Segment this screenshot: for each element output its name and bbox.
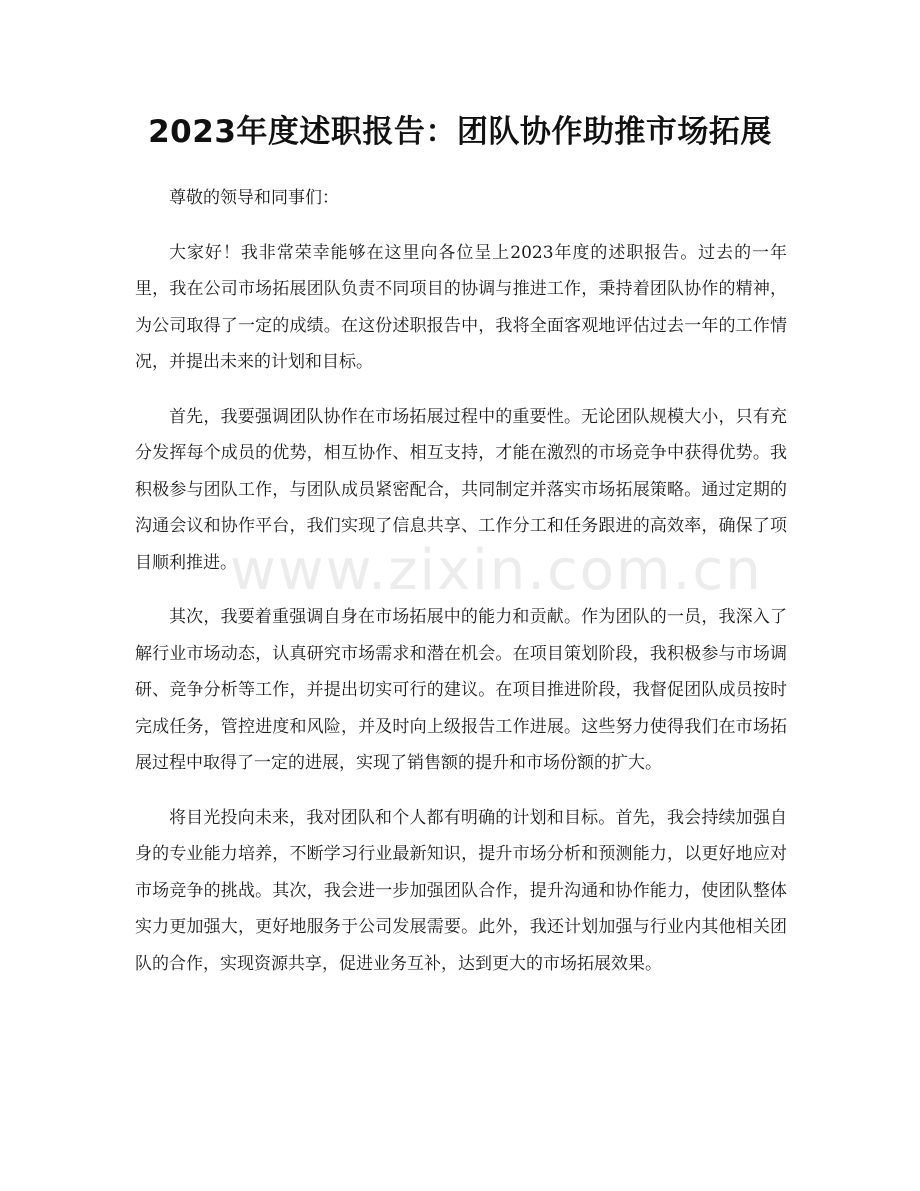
document-body: [135, 180, 787, 1000]
page-title: 2023年度述职报告：团队协作助推市场拓展: [148, 114, 772, 150]
paragraph-contribution: 其次，我要着重强调自身在市场拓展中的能力和贡献。作为团队的一员，我深入了解行业市场动态，认真研究市场需求和潜在机会。在项目策划阶段，我积极参与市场调研、竞争分析等工作，并提出切实可行的建议。在项目推进阶段，我督促团队成员按时完成任务，管控进度和风险，并及时向上级报告工作进展。这些努力使得我们在市场拓展过程中取得了一定的进展，实现了销售额的提升和市场份额的扩大。: [135, 607, 787, 773]
salutation: 尊敬的领导和同事们：: [169, 188, 339, 208]
watermark-text: www.zixin.com.cn: [230, 538, 763, 603]
paragraph-future-plan: 将目光投向未来，我对团队和个人都有明确的计划和目标。首先，我会持续加强自身的专业能力培养，不断学习行业最新知识，提升市场分析和预测能力，以更好地应对市场竞争的挑战。其次，我会进一步加强团队合作，提升沟通和协作能力，使团队整体实力更加强大，更好地服务于公司发展需要。此外，我还计划加强与行业内其他相关团队的合作，实现资源共享，促进业务互补，达到更大的市场拓展效果。: [135, 807, 787, 974]
paragraph-intro: 大家好！我非常荣幸能够在这里向各位呈上2023年度的述职报告。过去的一年里，我在公司市场拓展团队负责不同项目的协调与推进工作，秉持着团队协作的精神，为公司取得了一定的成绩。在这份述职报告中，我将全面客观地评估过去一年的工作情况，并提出未来的计划和目标。: [135, 242, 787, 372]
paragraph-teamwork: 首先，我要强调团队协作在市场拓展过程中的重要性。无论团队规模大小，只有充分发挥每个成员的优势，相互协作、相互支持，才能在激烈的市场竞争中获得优势。我积极参与团队工作，与团队成员紧密配合，共同制定并落实市场拓展策略。通过定期的沟通会议和协作平台，我们实现了信息共享、工作分工和任务跟进的高效率，确保了项目顺利推进。: [135, 406, 787, 573]
